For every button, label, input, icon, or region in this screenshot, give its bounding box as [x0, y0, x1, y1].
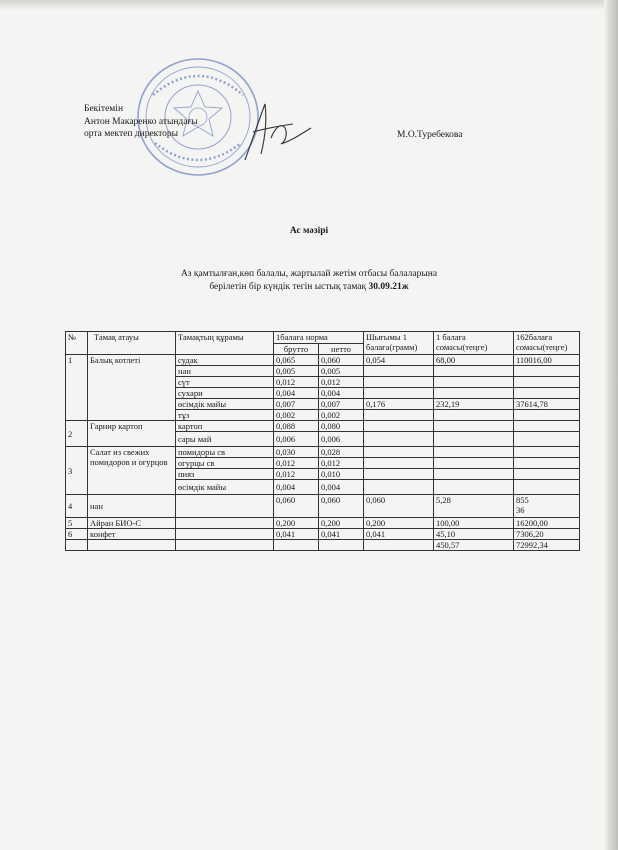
row-price-one: [434, 410, 514, 421]
row-net: 0,010: [319, 469, 364, 480]
table-row: [66, 447, 580, 458]
row-price-one: 5,28: [434, 495, 514, 518]
row-gross: 0,004: [274, 480, 319, 495]
row-ingredient: [176, 518, 274, 529]
row-dish: Балық котлеті: [88, 355, 176, 421]
table-row: [66, 529, 580, 540]
row-ingredient: өсімдік майы: [176, 399, 274, 410]
row-ingredient: тұз: [176, 410, 274, 421]
row-expense: [364, 388, 434, 399]
row-net: 0,060: [319, 355, 364, 366]
empty-cell: [319, 540, 364, 551]
approval-line: орта мектеп директоры: [84, 129, 179, 139]
row-gross: 0,065: [274, 355, 319, 366]
row-price-one: [434, 480, 514, 495]
header-price-one: 1 балаға сомасы(теңге): [434, 332, 514, 355]
header-expense: Шығымы 1 балаға(грамм): [364, 332, 434, 355]
row-net: 0,041: [319, 529, 364, 540]
empty-cell: [274, 540, 319, 551]
row-net: 0,200: [319, 518, 364, 529]
header-gross: брутто: [274, 343, 319, 355]
row-price-one: [434, 447, 514, 458]
approval-line: Бекітемін: [84, 104, 124, 114]
row-price-one: 68,00: [434, 355, 514, 366]
row-dish: конфет: [88, 529, 176, 540]
row-price-total: 7306,20: [514, 529, 580, 540]
row-ingredient: сүт: [176, 377, 274, 388]
row-expense: [364, 458, 434, 469]
page-subtitle: [0, 268, 618, 294]
row-price-total: [514, 388, 580, 399]
row-num: 2: [66, 421, 88, 447]
row-expense: [364, 410, 434, 421]
row-price-one: [434, 421, 514, 432]
row-gross: 0,041: [274, 529, 319, 540]
subtitle-text: берілетін бір күндік тегін ыстық тамақ: [209, 282, 367, 292]
row-ingredient: [176, 495, 274, 518]
row-dish: Гарнир картоп: [88, 421, 176, 447]
row-price-one: [434, 432, 514, 447]
row-net: 0,060: [319, 495, 364, 518]
row-expense: 0,176: [364, 399, 434, 410]
row-ingredient: огурцы св: [176, 458, 274, 469]
header-net: нетто: [319, 343, 364, 355]
row-net: 0,002: [319, 410, 364, 421]
row-ingredient: сары май: [176, 432, 274, 447]
row-ingredient: өсімдік майы: [176, 480, 274, 495]
subtitle-line: Аз қамтылған,көп балалы, жартылай жетім отбасы балаларына: [180, 269, 438, 279]
table-row: [66, 495, 580, 518]
row-ingredient: картоп: [176, 421, 274, 432]
table-row: [66, 421, 580, 432]
row-expense: 0,060: [364, 495, 434, 518]
header-num: №: [66, 332, 88, 355]
row-gross: 0,030: [274, 447, 319, 458]
row-net: 0,012: [319, 377, 364, 388]
subtitle-line: [0, 281, 618, 294]
row-dish: Айран БИО-С: [88, 518, 176, 529]
row-net: 0,004: [319, 480, 364, 495]
row-price-total: [514, 447, 580, 458]
row-price-one: 45,10: [434, 529, 514, 540]
row-price-total-part: 855: [516, 495, 529, 505]
director-name: М.О.Туребекова: [397, 130, 463, 140]
header-norm: 1балаға норма: [274, 332, 364, 344]
table-row: [66, 355, 580, 366]
row-price-total: [514, 458, 580, 469]
row-net: 0,012: [319, 458, 364, 469]
row-num: 6: [66, 529, 88, 540]
empty-cell: [88, 540, 176, 551]
row-num: 5: [66, 518, 88, 529]
row-num: 1: [66, 355, 88, 421]
row-expense: 0,200: [364, 518, 434, 529]
empty-cell: [176, 540, 274, 551]
row-price-total: [514, 432, 580, 447]
row-price-total: 37614,78: [514, 399, 580, 410]
row-gross: 0,060: [274, 495, 319, 518]
row-ingredient: помидоры св: [176, 447, 274, 458]
row-expense: [364, 377, 434, 388]
total-price-one: 450,57: [434, 540, 514, 551]
scan-edge: [0, 0, 618, 10]
header-dish: Тамақ атауы: [88, 332, 176, 355]
row-price-total-part: 36: [516, 505, 525, 515]
row-price-total: [514, 495, 580, 518]
row-net: 0,004: [319, 388, 364, 399]
row-price-total: [514, 366, 580, 377]
row-gross: 0,004: [274, 388, 319, 399]
row-expense: [364, 432, 434, 447]
row-price-total: 110016,00: [514, 355, 580, 366]
row-gross: 0,088: [274, 421, 319, 432]
row-price-one: [434, 388, 514, 399]
row-net: 0,007: [319, 399, 364, 410]
total-price-total: 72992,34: [514, 540, 580, 551]
header-price-total: 162балаға сомасы(теңге): [514, 332, 580, 355]
menu-table: [65, 331, 580, 551]
row-ingredient: нан: [176, 366, 274, 377]
row-gross: 0,012: [274, 377, 319, 388]
row-price-one: [434, 377, 514, 388]
row-gross: 0,002: [274, 410, 319, 421]
row-ingredient: судак: [176, 355, 274, 366]
row-price-one: 232,19: [434, 399, 514, 410]
row-price-total: [514, 480, 580, 495]
row-num: 3: [66, 447, 88, 495]
row-expense: [364, 366, 434, 377]
row-gross: 0,006: [274, 432, 319, 447]
row-gross: 0,012: [274, 469, 319, 480]
row-gross: 0,005: [274, 366, 319, 377]
table-header-row: [66, 332, 580, 344]
row-net: 0,080: [319, 421, 364, 432]
header-composition: Тамақтың құрамы: [176, 332, 274, 355]
empty-cell: [364, 540, 434, 551]
table-row: [66, 518, 580, 529]
row-expense: 0,054: [364, 355, 434, 366]
row-gross: 0,012: [274, 458, 319, 469]
empty-cell: [66, 540, 88, 551]
row-expense: [364, 421, 434, 432]
row-price-one: 100,00: [434, 518, 514, 529]
row-ingredient: [176, 529, 274, 540]
row-ingredient: сухари: [176, 388, 274, 399]
row-expense: [364, 469, 434, 480]
row-expense: [364, 447, 434, 458]
approval-block: [84, 103, 198, 141]
row-net: 0,006: [319, 432, 364, 447]
director-signature: [235, 98, 315, 168]
row-price-total: [514, 421, 580, 432]
row-ingredient: пияз: [176, 469, 274, 480]
totals-row: [66, 540, 580, 551]
row-expense: [364, 480, 434, 495]
menu-date: 30.09.21ж: [368, 282, 409, 292]
row-price-total: 16200,00: [514, 518, 580, 529]
row-expense: 0,041: [364, 529, 434, 540]
scan-edge: [604, 0, 618, 850]
row-num: 4: [66, 495, 88, 518]
page-title: Ас мәзірі: [289, 226, 329, 236]
row-price-total: [514, 377, 580, 388]
row-net: 0,028: [319, 447, 364, 458]
row-gross: 0,007: [274, 399, 319, 410]
row-gross: 0,200: [274, 518, 319, 529]
approval-line: Антон Макаренко атындағы: [84, 116, 198, 127]
row-price-one: [434, 469, 514, 480]
row-price-total: [514, 469, 580, 480]
row-price-one: [434, 366, 514, 377]
row-dish: Салат из свежих помидоров и огурцов: [88, 447, 176, 495]
row-dish: нан: [88, 495, 176, 518]
row-price-one: [434, 458, 514, 469]
row-net: 0,005: [319, 366, 364, 377]
row-price-total: [514, 410, 580, 421]
